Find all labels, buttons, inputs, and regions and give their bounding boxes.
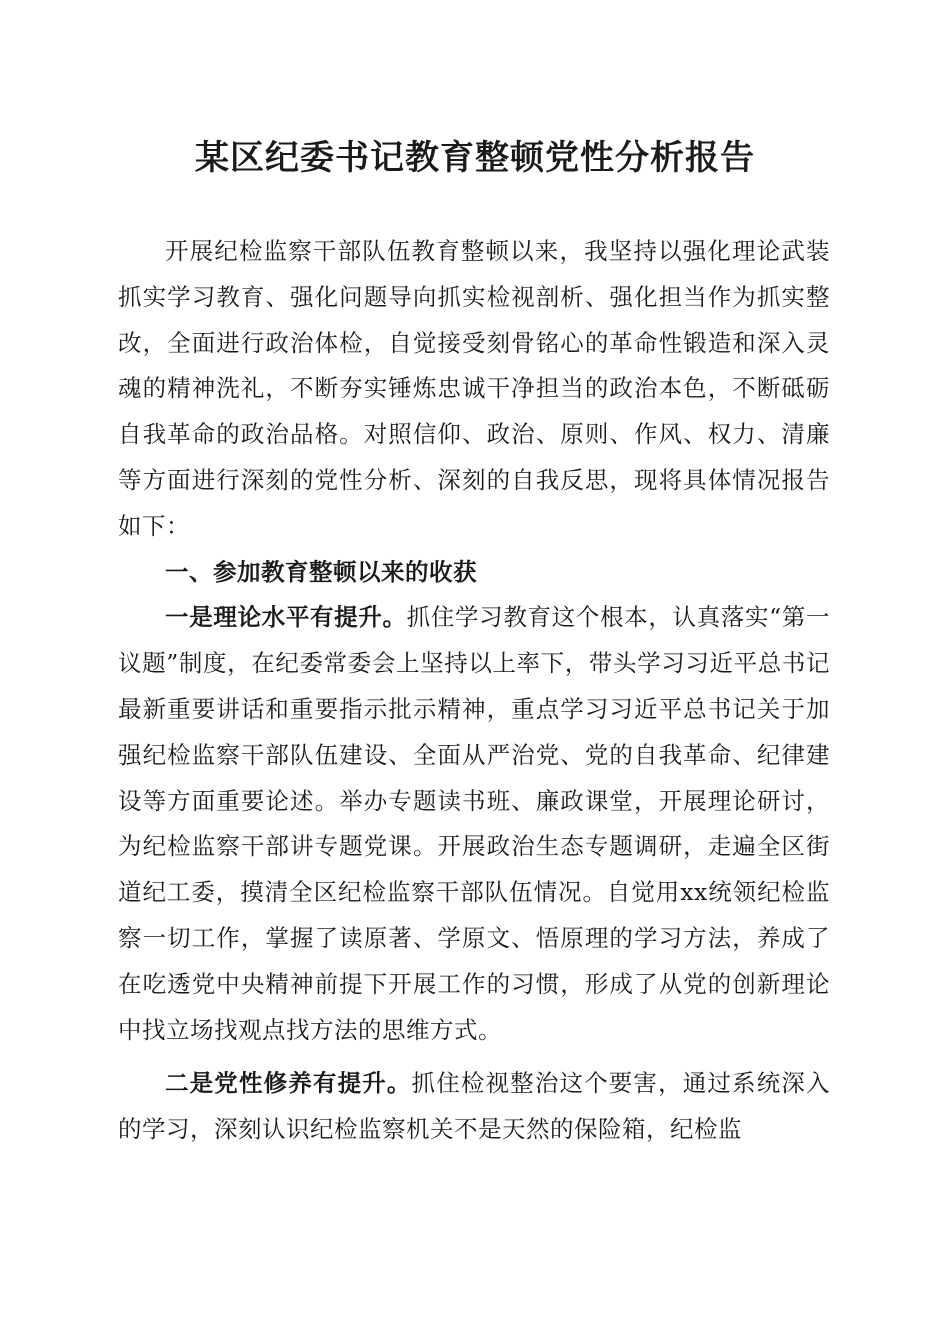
- paragraph-lead: 二是党性修养有提升。: [165, 1069, 412, 1098]
- document-body: [118, 229, 830, 1153]
- document-title: 某区纪委书记教育整顿党性分析报告: [195, 138, 755, 178]
- paragraph-text: 抓住学习教育这个根本，认真落实“第一议题”制度，在纪委常委会上坚持以上率下，带头学习习近平总书记最新重要讲话和重要指示批示精神，重点学习习近平总书记关于加强纪检监察干部队伍建设、全面从严治党、党的自我革命、纪律建设等方面重要论述。举办专题读书班、廉政课堂，开展理论研讨，为纪检监察干部讲专题党课。开展政治生态专题调研，走遍全区街道纪工委，摸清全区纪检监察干部队伍情况。自觉用xx统领纪检监察一切工作，掌握了读原著、学原文、悟原理的学习方法，养成了在吃透党中央精神前提下开展工作的习惯，形成了从党的创新理论中找立场找观点找方法的思维方式。: [118, 603, 831, 1044]
- paragraph-party-spirit: [118, 1061, 830, 1153]
- intro-paragraph: 开展纪检监察干部队伍教育整顿以来，我坚持以强化理论武装抓实学习教育、强化问题导向抓实检视剖析、强化担当作为抓实整改，全面进行政治体检，自觉接受刻骨铭心的革命性锻造和深入灵魂的精神洗礼，不断夯实锤炼忠诚干净担当的政治本色，不断砥砺自我革命的政治品格。对照信仰、政治、原则、作风、权力、清廉等方面进行深刻的党性分析、深刻的自我反思，现将具体情况报告如下：: [118, 237, 830, 540]
- paragraph-text: 抓住检视整治这个要害，通过系统深入的学习，深刻认识纪检监察机关不是天然的保险箱，纪检监: [118, 1069, 831, 1144]
- section-heading: 一、参加教育整顿以来的收获: [165, 557, 477, 586]
- paragraph-lead: 一是理论水平有提升。: [165, 603, 407, 632]
- paragraph-theory: [118, 595, 830, 1053]
